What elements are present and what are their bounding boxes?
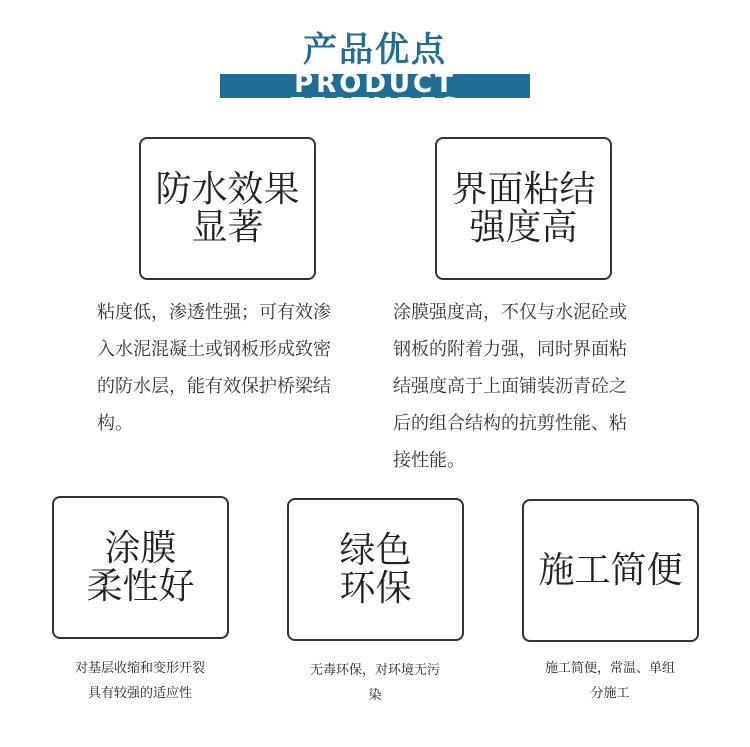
feature-label: 涂膜 柔性好 [86, 527, 195, 607]
feature-card-flexible [52, 496, 229, 639]
feature-label: 施工简便 [538, 549, 683, 591]
feature-desc-waterproof: 粘度低，渗透性强；可有效渗 入水泥混凝土或钢板形成致密 的防水层，能有效保护桥梁结 构。 [97, 302, 331, 434]
subtitle-text: PRODUCT FEATURES [288, 69, 462, 123]
page-title: 产品优点 [303, 30, 447, 70]
feature-desc-easy: 施工简便，常温、单组 分施工 [544, 661, 675, 701]
feature-desc-bonding: 涂膜强度高，不仅与水泥砼或 钢板的附着力强，同时界面粘 结强度高于上面铺装沥青砼之 后的组合结构的抗剪性能、粘 接性能。 [393, 302, 627, 471]
feature-card-bonding [435, 137, 612, 280]
feature-desc-eco: 无毒环保，对环境无污 染 [309, 663, 440, 703]
feature-desc-flexible: 对基层收缩和变形开裂 具有较强的适应性 [74, 661, 205, 701]
feature-card-eco [287, 498, 464, 641]
feature-label: 防水效果 显著 [155, 168, 300, 248]
feature-label: 界面粘结 强度高 [451, 168, 596, 248]
subtitle-banner [220, 69, 530, 123]
feature-card-waterproof [139, 137, 316, 280]
feature-label: 绿色 环保 [339, 529, 412, 609]
feature-card-easy [522, 499, 699, 642]
